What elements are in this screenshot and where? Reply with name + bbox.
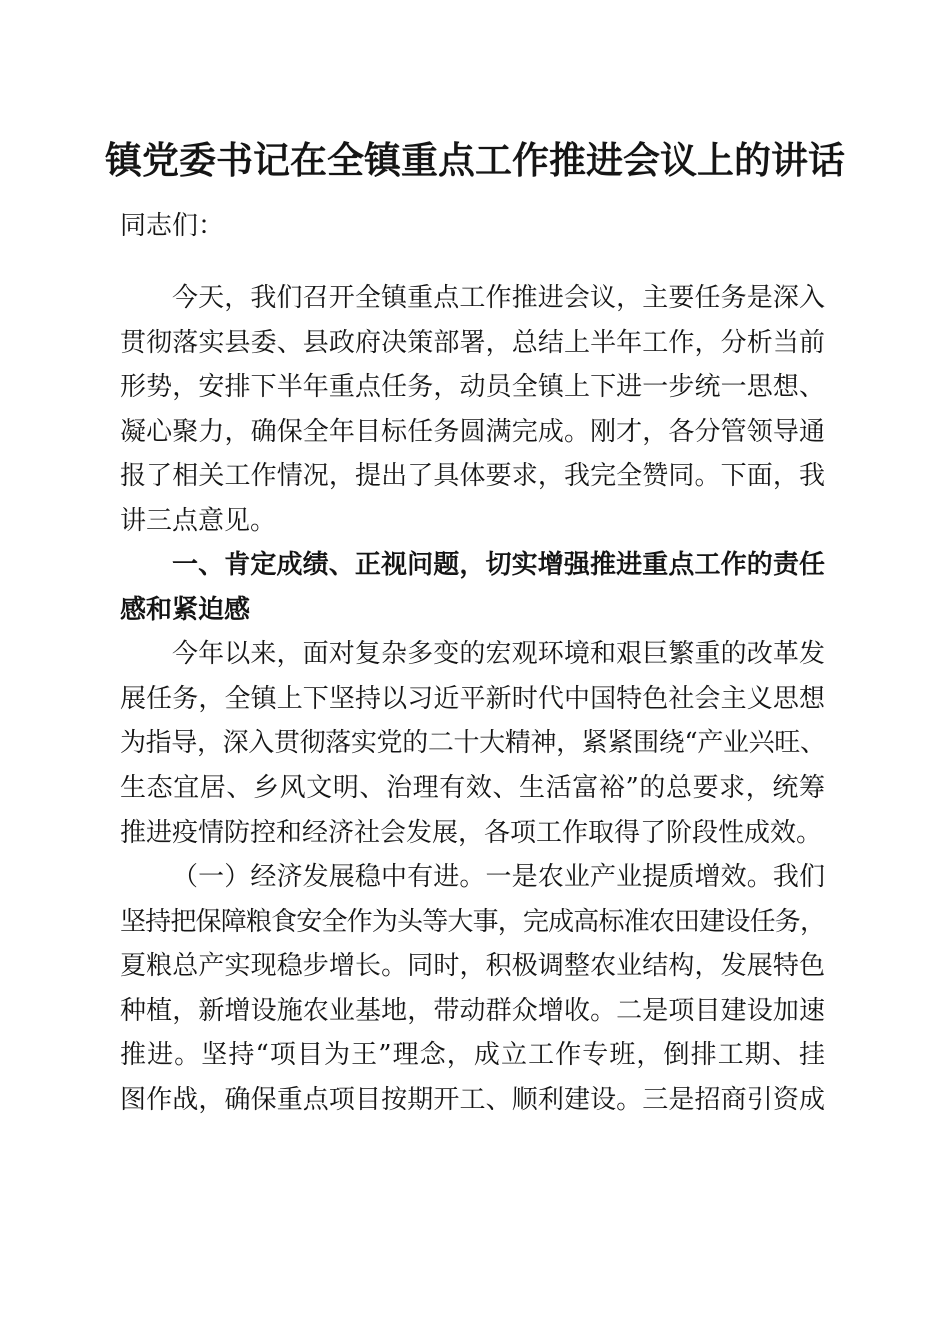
- paragraph-3-line-4: 种植，新增设施农业基地，带动群众增收。二是项目建设加速: [120, 995, 825, 1026]
- paragraph-1-line-2: 贯彻落实县委、县政府决策部署，总结上半年工作，分析当前: [120, 327, 825, 358]
- paragraph-2-line-1: 今年以来，面对复杂多变的宏观环境和艰巨繁重的改革发: [172, 639, 825, 670]
- paragraph-3-line-3: 夏粮总产实现稳步增长。同时，积极调整农业结构，发展特色: [120, 951, 825, 982]
- paragraph-2: [120, 632, 825, 855]
- salutation: 同志们：: [120, 211, 225, 241]
- paragraph-3-line-6: 图作战，确保重点项目按期开工、顺利建设。三是招商引资成: [120, 1084, 825, 1115]
- paragraph-1-line-4: 凝心聚力，确保全年目标任务圆满完成。刚才，各分管领导通: [120, 416, 825, 447]
- paragraph-1: [120, 276, 825, 543]
- document-body: [120, 276, 825, 1122]
- paragraph-1-line-1: 今天，我们召开全镇重点工作推进会议，主要任务是深入: [172, 283, 825, 313]
- paragraph-2-line-4: 生态宜居、乡风文明、治理有效、生活富裕”的总要求，统筹: [120, 773, 825, 804]
- paragraph-2-line-2: 展任务，全镇上下坚持以习近平新时代中国特色社会主义思想: [120, 683, 825, 714]
- paragraph-2-line-3: 为指导，深入贯彻落实党的二十大精神，紧紧围绕“产业兴旺、: [120, 728, 825, 759]
- section-heading-1: [120, 543, 825, 632]
- paragraph-1-line-3: 形势，安排下半年重点任务，动员全镇上下进一步统一思想、: [120, 372, 825, 403]
- paragraph-3-line-2: 坚持把保障粮食安全作为头等大事，完成高标准农田建设任务，: [120, 906, 825, 937]
- document-title: 镇党委书记在全镇重点工作推进会议上的讲话: [105, 138, 845, 182]
- paragraph-1-line-5: 报了相关工作情况，提出了具体要求，我完全赞同。下面，我: [120, 461, 825, 492]
- paragraph-3-line-5: 推进。坚持“项目为王”理念，成立工作专班，倒排工期、挂: [120, 1040, 825, 1071]
- section-heading-1-line-1: 一、肯定成绩、正视问题，切实增强推进重点工作的责任: [172, 550, 825, 581]
- paragraph-2-line-5: 推进疫情防控和经济社会发展，各项工作取得了阶段性成效。: [120, 817, 823, 848]
- paragraph-1-line-6: 讲三点意见。: [120, 505, 277, 536]
- paragraph-3-line-1: （一）经济发展稳中有进。一是农业产业提质增效。我们: [172, 862, 825, 893]
- section-heading-1-line-2: 感和紧迫感: [120, 594, 251, 625]
- paragraph-3: [120, 855, 825, 1122]
